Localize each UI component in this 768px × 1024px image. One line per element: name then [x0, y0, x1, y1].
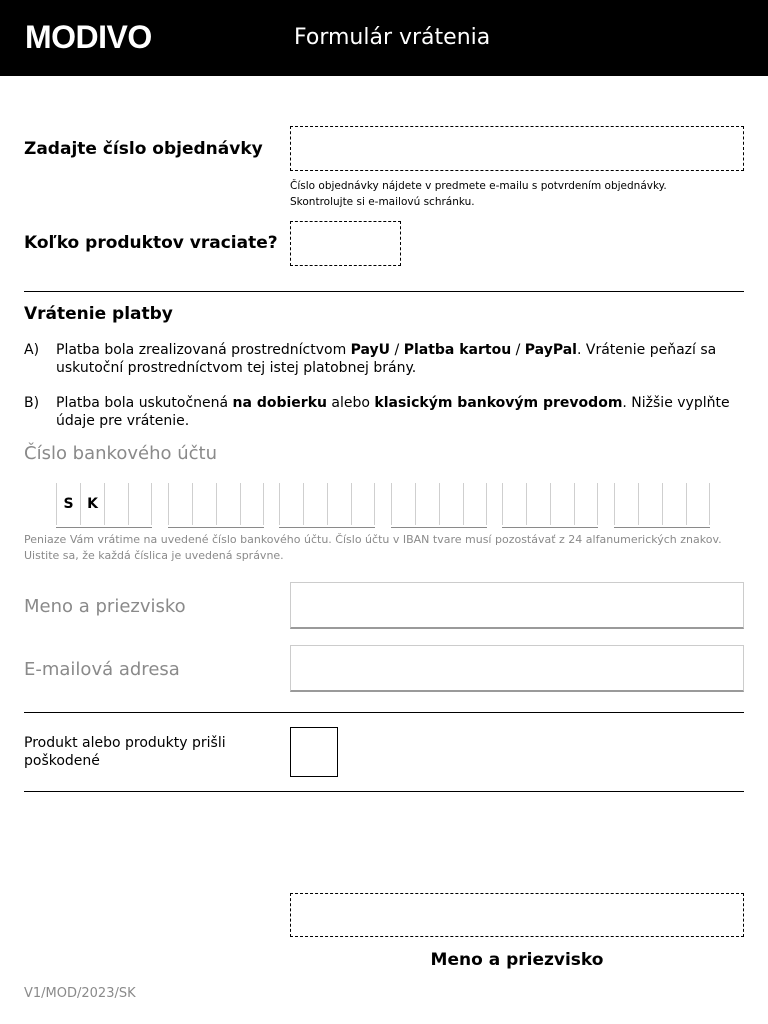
divider	[24, 791, 744, 792]
iban-cell[interactable]	[128, 483, 152, 525]
iban-group	[279, 483, 375, 528]
order-number-hint-line2: Skontrolujte si e-mailovú schránku.	[290, 196, 475, 208]
iban-note: Peniaze Vám vrátime na uvedené číslo bankového účtu. Číslo účtu v IBAN tvare musí pozostávať z 24 alfanumerických znakov. Uistite sa, že každá číslica je uvedená správne.	[24, 533, 722, 562]
iban-group	[502, 483, 598, 528]
product-count-field[interactable]	[290, 221, 401, 266]
iban-cell[interactable]	[614, 483, 638, 525]
iban-cell[interactable]	[415, 483, 439, 525]
iban-cell[interactable]	[439, 483, 463, 525]
iban-group	[614, 483, 710, 528]
modivo-logo: MODIVO	[25, 19, 152, 55]
iban-group	[391, 483, 487, 528]
divider	[24, 291, 744, 292]
order-number-field[interactable]	[290, 126, 744, 171]
form-version-code: V1/MOD/2023/SK	[24, 986, 136, 1001]
refund-section-title: Vrátenie platby	[24, 304, 173, 324]
iban-cell[interactable]	[279, 483, 303, 525]
iban-cell[interactable]	[303, 483, 327, 525]
iban-cell[interactable]	[638, 483, 662, 525]
name-label: Meno a priezvisko	[24, 596, 186, 617]
option-a-letter: A)	[24, 342, 40, 358]
option-b-text: Platba bola uskutočnená na dobierku alebo klasickým bankovým prevodom. Nižšie vyplňte údaje pre vrátenie.	[56, 395, 730, 429]
header-bar	[0, 0, 768, 76]
bank-account-label: Číslo bankového účtu	[24, 443, 217, 464]
iban-cell[interactable]	[351, 483, 375, 525]
option-a-text: Platba bola zrealizovaná prostredníctvom PayU / Platba kartou / PayPal. Vrátenie peňazí sa uskutoční prostredníctvom tej istej platobnej brány.	[56, 342, 717, 376]
name-field[interactable]	[290, 582, 744, 629]
divider	[24, 712, 744, 713]
iban-cell[interactable]	[550, 483, 574, 525]
iban-cell: K	[80, 483, 104, 525]
email-field[interactable]	[290, 645, 744, 692]
iban-group	[168, 483, 264, 528]
iban-group	[56, 483, 152, 528]
iban-cell: S	[56, 483, 80, 525]
email-label: E-mailová adresa	[24, 659, 180, 680]
iban-cell[interactable]	[686, 483, 710, 525]
iban-cell[interactable]	[216, 483, 240, 525]
order-number-label: Zadajte číslo objednávky	[24, 139, 263, 159]
option-b-letter: B)	[24, 395, 40, 411]
iban-cell[interactable]	[662, 483, 686, 525]
iban-cell[interactable]	[526, 483, 550, 525]
iban-cell[interactable]	[502, 483, 526, 525]
order-number-hint-line1: Číslo objednávky nájdete v predmete e-mailu s potvrdením objednávky.	[290, 180, 667, 192]
iban-cell[interactable]	[463, 483, 487, 525]
damaged-checkbox[interactable]	[290, 727, 338, 777]
order-number-hint	[290, 178, 667, 210]
damaged-label: Produkt alebo produkty prišli poškodené	[24, 735, 226, 769]
signature-label: Meno a priezvisko	[430, 950, 604, 970]
iban-cell[interactable]	[168, 483, 192, 525]
signature-field[interactable]	[290, 893, 744, 937]
iban-cell[interactable]	[192, 483, 216, 525]
iban-cell[interactable]	[104, 483, 128, 525]
iban-cell[interactable]	[327, 483, 351, 525]
product-count-label: Koľko produktov vraciate?	[24, 233, 278, 253]
page-title: Formulár vrátenia	[294, 25, 491, 50]
iban-cell[interactable]	[391, 483, 415, 525]
iban-cell[interactable]	[574, 483, 598, 525]
iban-cell[interactable]	[240, 483, 264, 525]
